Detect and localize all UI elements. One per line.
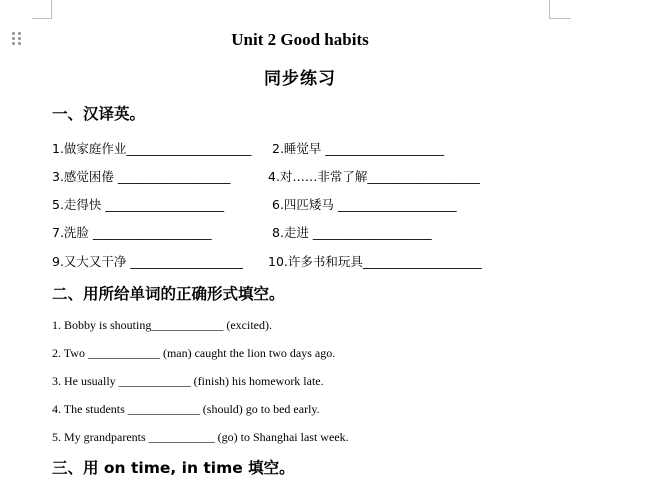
- vocab-item: 4.对……非常了解__________________: [268, 169, 480, 184]
- document-title: Unit 2 Good habits: [231, 30, 369, 49]
- fill-blank-sentence: 1. Bobby is shouting____________ (excited).: [52, 318, 272, 332]
- vocab-item: 6.四匹矮马 ___________________: [272, 197, 457, 212]
- crop-mark-right-horizontal: [549, 18, 571, 19]
- fill-blank-sentence: 4. The students ____________ (should) go to bed early.: [52, 402, 320, 416]
- document-subtitle: 同步练习: [264, 69, 336, 89]
- crop-mark-right-vertical: [549, 0, 550, 18]
- fill-blank-sentence: 3. He usually ____________ (finish) his homework late.: [52, 374, 324, 388]
- vocab-item: 5.走得快 ___________________: [52, 197, 225, 212]
- vocab-item: 10.许多书和玩具___________________: [268, 254, 482, 269]
- vocab-item: 8.走进 ___________________: [272, 225, 432, 240]
- vocab-item: 1.做家庭作业____________________: [52, 141, 252, 156]
- section-2-heading: 二、用所给单词的正确形式填空。: [52, 285, 285, 303]
- crop-mark-left-horizontal: [32, 18, 52, 19]
- vocab-item: 2.睡觉早 ___________________: [272, 141, 445, 156]
- vocab-item: 9.又大又干净 __________________: [52, 254, 243, 269]
- vocab-item: 3.感觉困倦 __________________: [52, 169, 231, 184]
- fill-blank-sentence: 5. My grandparents ___________ (go) to Shanghai last week.: [52, 430, 349, 444]
- vocab-item: 7.洗脸 ___________________: [52, 225, 212, 240]
- section-1-heading: 一、汉译英。: [52, 105, 146, 123]
- fill-blank-sentence: 2. Two ____________ (man) caught the lion two days ago.: [52, 346, 336, 360]
- crop-mark-left-vertical: [51, 0, 52, 18]
- section-3-heading: 三、用 on time, in time 填空。: [52, 459, 295, 477]
